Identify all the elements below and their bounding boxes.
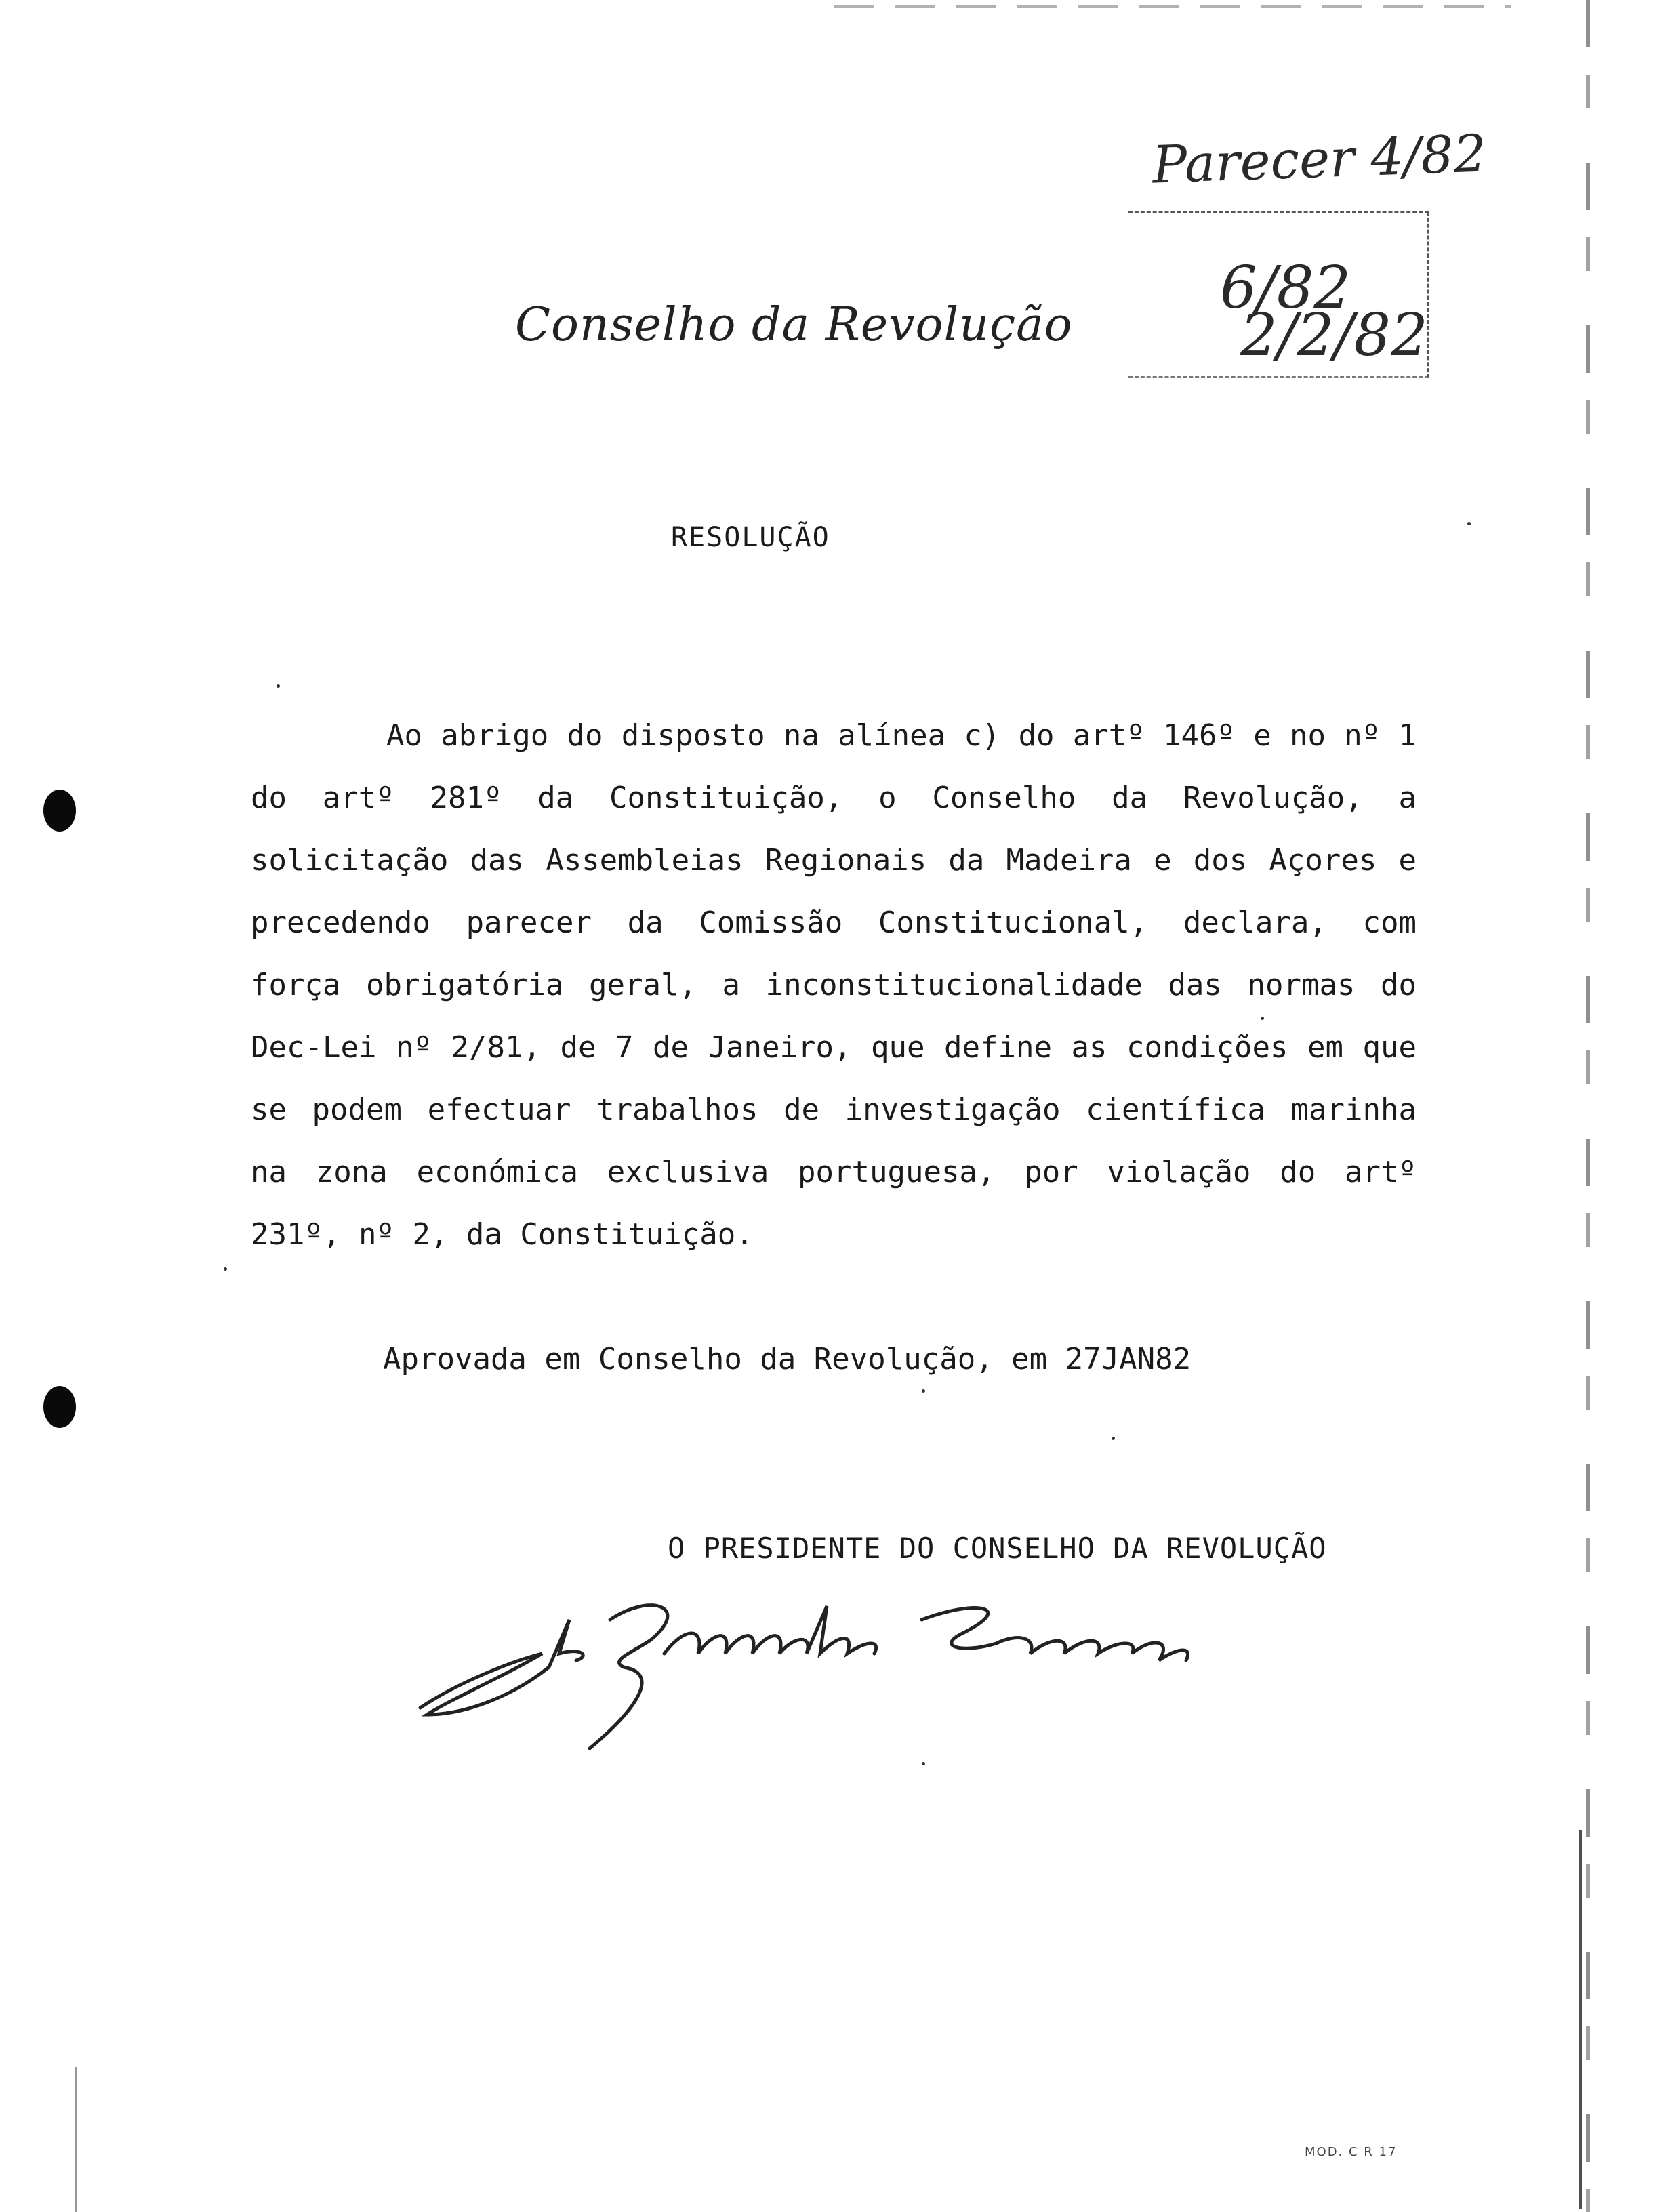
signatory-title: O PRESIDENTE DO CONSELHO DA REVOLUÇÃO bbox=[668, 1532, 1327, 1565]
document-title: RESOLUÇÃO bbox=[671, 522, 830, 553]
president-signature bbox=[407, 1579, 1274, 1755]
letterhead: Conselho da Revolução bbox=[515, 298, 1073, 352]
punch-hole-lower bbox=[43, 1386, 76, 1428]
form-code: MOD. C R 17 bbox=[1305, 2145, 1398, 2159]
scan-speck bbox=[1467, 522, 1471, 525]
approval-line: Aprovada em Conselho da Revolução, em 27JAN82 bbox=[383, 1342, 1192, 1376]
stamp-date: 2/2/82 bbox=[1240, 302, 1428, 369]
resolution-body bbox=[251, 705, 1417, 1266]
scan-artifact-right-edge bbox=[1586, 0, 1590, 2212]
stamp-number: 6/82 bbox=[1220, 254, 1351, 322]
scan-speck bbox=[922, 1389, 925, 1393]
scan-speck bbox=[1112, 1437, 1115, 1440]
scan-speck bbox=[922, 1762, 925, 1765]
scan-speck bbox=[224, 1267, 227, 1271]
scan-artifact-right-edge-bottom bbox=[1579, 1830, 1582, 2209]
scan-artifact-top bbox=[834, 5, 1511, 8]
scan-artifact-left-edge bbox=[75, 2067, 77, 2212]
resolution-paragraph: Ao abrigo do disposto na alínea c) do artº 146º e no nº 1 do artº 281º da Constituição, o Conselho da Revolução, a solicitação das Assembleias Regionais da Madeira e dos Açores e precedendo parecer da Comissão Constitucional, declara, com força obrigatória geral, a inconstitucionalidade das normas do Dec-Lei nº 2/81, de 7 de Janeiro, que define as condições em que se podem efectuar trabalhos de investigação científica marinha na zona económica exclusiva portuguesa, por violação do artº 231º, nº 2, da Constituição. bbox=[251, 718, 1417, 1252]
signature-text: A. Ramalho Eanes bbox=[407, 1579, 413, 1580]
scan-speck bbox=[277, 684, 280, 688]
scan-speck bbox=[1261, 1017, 1264, 1020]
punch-hole-upper bbox=[43, 790, 76, 832]
handwritten-reference: Parecer 4/82 bbox=[1151, 123, 1488, 195]
